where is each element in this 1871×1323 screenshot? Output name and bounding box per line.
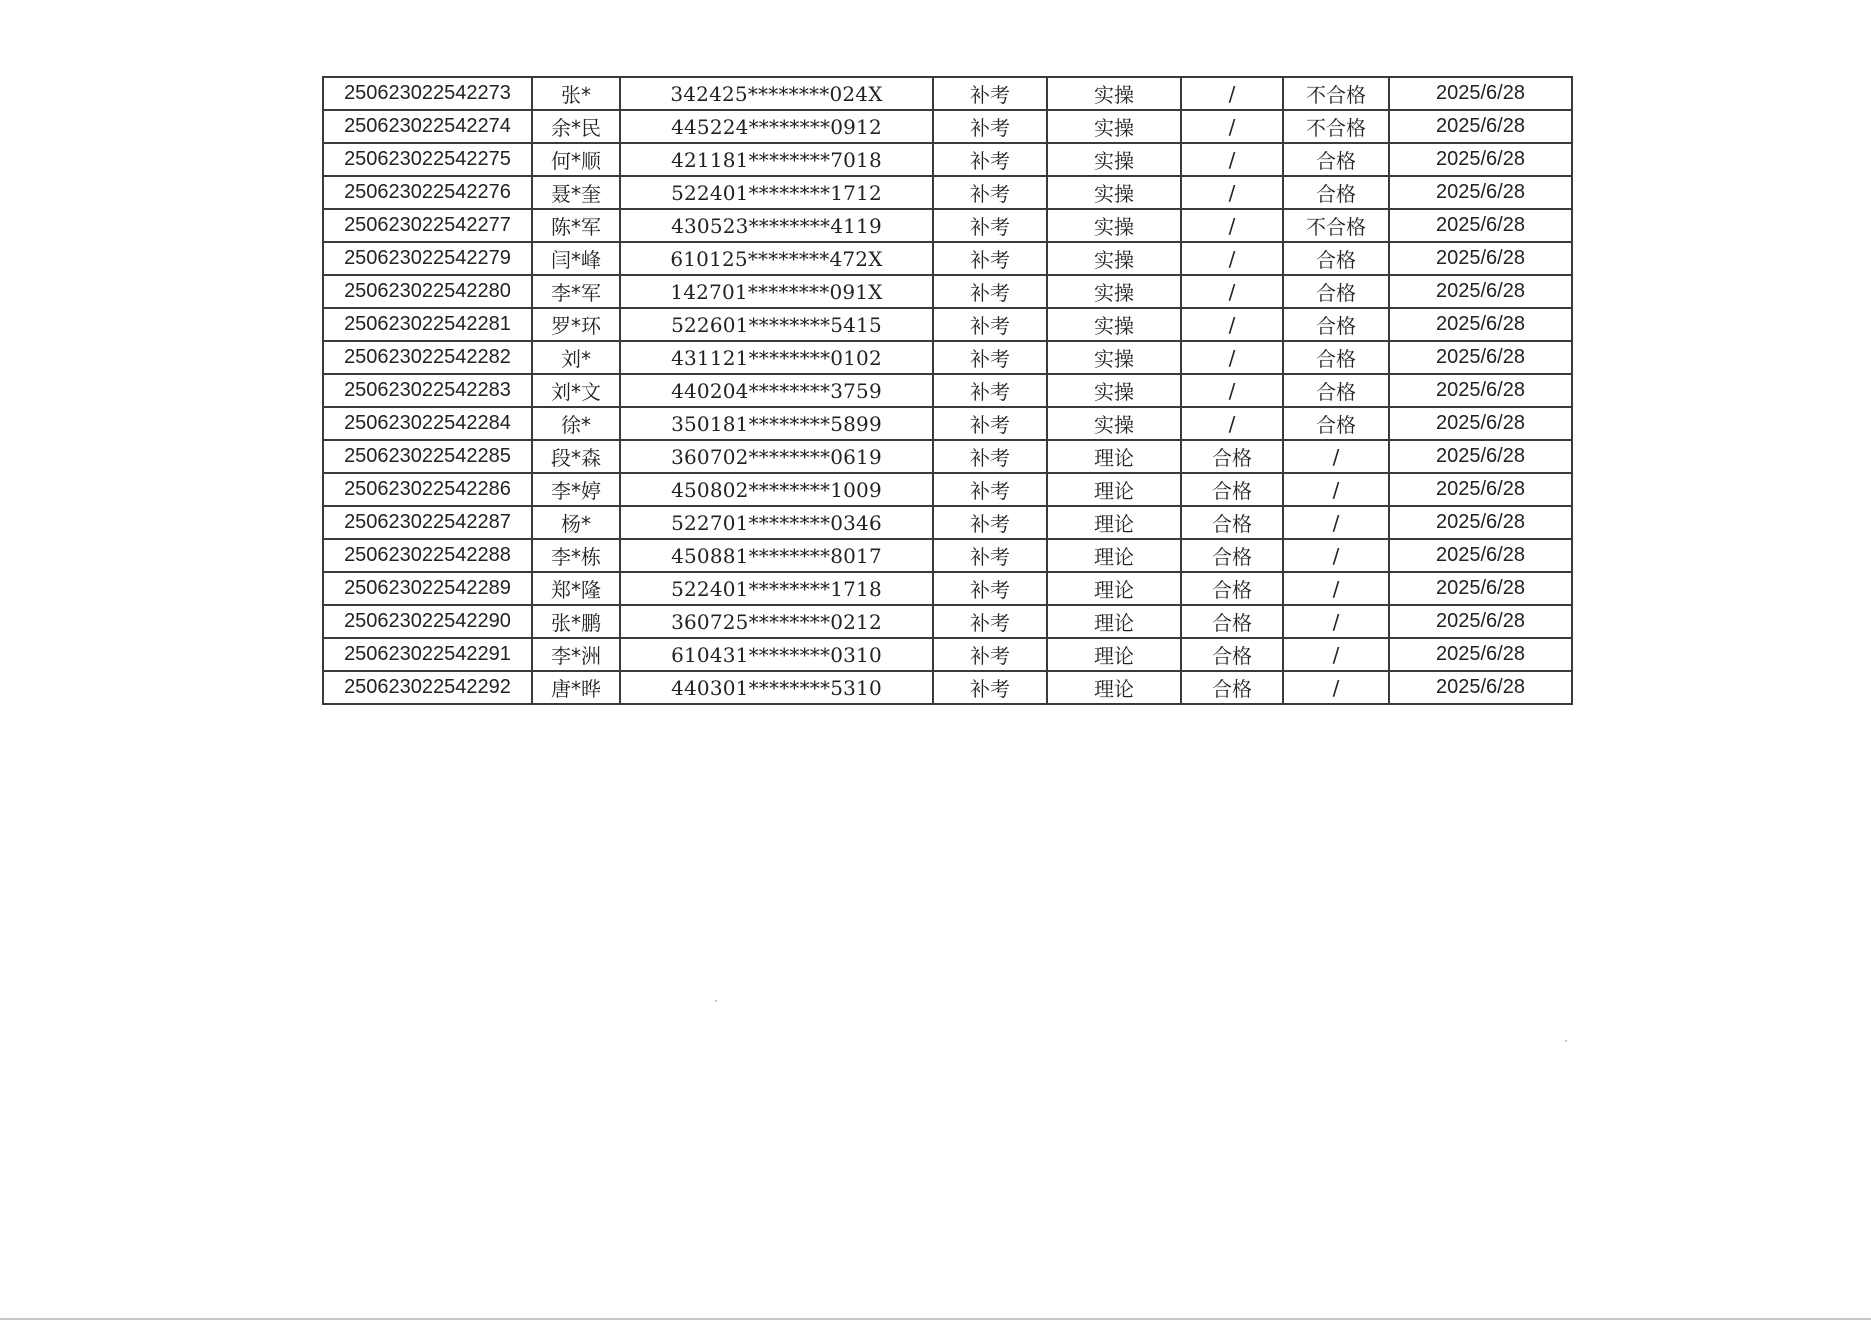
cell-practical-result: 合格 [1283, 374, 1389, 407]
cell-theory-result: / [1181, 308, 1283, 341]
cell-id-number: 522601********5415 [620, 308, 933, 341]
cell-practical-result: 不合格 [1283, 77, 1389, 110]
cell-exam-type: 补考 [933, 440, 1047, 473]
cell-exam-date: 2025/6/28 [1389, 374, 1572, 407]
cell-practical-result: / [1283, 473, 1389, 506]
cell-candidate-name: 杨* [532, 506, 620, 539]
cell-theory-result: / [1181, 77, 1283, 110]
cell-candidate-name: 闫*峰 [532, 242, 620, 275]
cell-exam-type: 补考 [933, 242, 1047, 275]
cell-exam-type: 补考 [933, 77, 1047, 110]
scan-bottom-edge [0, 1318, 1871, 1320]
cell-exam-date: 2025/6/28 [1389, 143, 1572, 176]
cell-id-number: 440301********5310 [620, 671, 933, 704]
cell-exam-date: 2025/6/28 [1389, 671, 1572, 704]
cell-exam-type: 补考 [933, 341, 1047, 374]
cell-theory-result: / [1181, 275, 1283, 308]
cell-theory-result: / [1181, 374, 1283, 407]
cell-practical-result: / [1283, 671, 1389, 704]
table-row [323, 209, 1572, 242]
cell-exam-type: 补考 [933, 572, 1047, 605]
cell-practical-result: 合格 [1283, 308, 1389, 341]
cell-practical-result: / [1283, 605, 1389, 638]
cell-theory-result: 合格 [1181, 572, 1283, 605]
cell-exam-type: 补考 [933, 143, 1047, 176]
cell-exam-type: 补考 [933, 176, 1047, 209]
cell-theory-result: / [1181, 143, 1283, 176]
cell-exam-type: 补考 [933, 671, 1047, 704]
cell-candidate-name: 李*军 [532, 275, 620, 308]
cell-exam-date: 2025/6/28 [1389, 176, 1572, 209]
cell-exam-date: 2025/6/28 [1389, 539, 1572, 572]
cell-exam-date: 2025/6/28 [1389, 473, 1572, 506]
cell-candidate-name: 刘* [532, 341, 620, 374]
cell-subject: 实操 [1047, 176, 1181, 209]
cell-practical-result: / [1283, 638, 1389, 671]
cell-exam-number: 250623022542284 [323, 407, 532, 440]
table-row [323, 638, 1572, 671]
cell-practical-result: 合格 [1283, 341, 1389, 374]
cell-subject: 理论 [1047, 605, 1181, 638]
cell-theory-result: 合格 [1181, 506, 1283, 539]
cell-id-number: 360702********0619 [620, 440, 933, 473]
cell-subject: 实操 [1047, 407, 1181, 440]
scan-speck [715, 1000, 717, 1002]
table-row [323, 341, 1572, 374]
cell-exam-number: 250623022542286 [323, 473, 532, 506]
cell-practical-result: 不合格 [1283, 209, 1389, 242]
cell-id-number: 440204********3759 [620, 374, 933, 407]
cell-candidate-name: 张*鹏 [532, 605, 620, 638]
cell-subject: 实操 [1047, 143, 1181, 176]
cell-exam-date: 2025/6/28 [1389, 506, 1572, 539]
cell-exam-date: 2025/6/28 [1389, 110, 1572, 143]
cell-subject: 实操 [1047, 209, 1181, 242]
exam-results-table [322, 76, 1573, 705]
cell-exam-number: 250623022542274 [323, 110, 532, 143]
cell-practical-result: / [1283, 440, 1389, 473]
table-row [323, 176, 1572, 209]
cell-exam-type: 补考 [933, 407, 1047, 440]
cell-exam-date: 2025/6/28 [1389, 242, 1572, 275]
cell-exam-number: 250623022542291 [323, 638, 532, 671]
cell-subject: 理论 [1047, 671, 1181, 704]
table-row [323, 242, 1572, 275]
table-row [323, 572, 1572, 605]
cell-subject: 理论 [1047, 440, 1181, 473]
table-row [323, 605, 1572, 638]
table-row [323, 407, 1572, 440]
cell-practical-result: / [1283, 572, 1389, 605]
cell-id-number: 450802********1009 [620, 473, 933, 506]
cell-subject: 理论 [1047, 473, 1181, 506]
cell-theory-result: 合格 [1181, 539, 1283, 572]
cell-exam-date: 2025/6/28 [1389, 341, 1572, 374]
cell-practical-result: 合格 [1283, 407, 1389, 440]
cell-id-number: 610125********472X [620, 242, 933, 275]
cell-exam-type: 补考 [933, 308, 1047, 341]
cell-exam-date: 2025/6/28 [1389, 308, 1572, 341]
table-row [323, 110, 1572, 143]
cell-candidate-name: 陈*军 [532, 209, 620, 242]
cell-exam-type: 补考 [933, 275, 1047, 308]
cell-id-number: 522701********0346 [620, 506, 933, 539]
cell-id-number: 450881********8017 [620, 539, 933, 572]
cell-exam-number: 250623022542279 [323, 242, 532, 275]
table-row [323, 308, 1572, 341]
scan-speck [1565, 1040, 1567, 1042]
cell-exam-number: 250623022542289 [323, 572, 532, 605]
cell-subject: 实操 [1047, 374, 1181, 407]
cell-candidate-name: 余*民 [532, 110, 620, 143]
table-row [323, 77, 1572, 110]
cell-exam-date: 2025/6/28 [1389, 209, 1572, 242]
table-body [323, 77, 1572, 704]
cell-exam-date: 2025/6/28 [1389, 440, 1572, 473]
cell-id-number: 430523********4119 [620, 209, 933, 242]
cell-practical-result: / [1283, 506, 1389, 539]
cell-exam-date: 2025/6/28 [1389, 77, 1572, 110]
cell-candidate-name: 聂*奎 [532, 176, 620, 209]
cell-theory-result: 合格 [1181, 440, 1283, 473]
cell-theory-result: 合格 [1181, 671, 1283, 704]
cell-practical-result: 合格 [1283, 242, 1389, 275]
table-row [323, 539, 1572, 572]
cell-exam-number: 250623022542277 [323, 209, 532, 242]
cell-exam-date: 2025/6/28 [1389, 572, 1572, 605]
table-row [323, 506, 1572, 539]
cell-candidate-name: 李*洲 [532, 638, 620, 671]
cell-candidate-name: 李*栋 [532, 539, 620, 572]
cell-subject: 理论 [1047, 539, 1181, 572]
cell-id-number: 360725********0212 [620, 605, 933, 638]
cell-theory-result: 合格 [1181, 605, 1283, 638]
cell-id-number: 610431********0310 [620, 638, 933, 671]
table-row [323, 671, 1572, 704]
cell-id-number: 431121********0102 [620, 341, 933, 374]
cell-id-number: 522401********1718 [620, 572, 933, 605]
cell-id-number: 421181********7018 [620, 143, 933, 176]
cell-exam-type: 补考 [933, 638, 1047, 671]
cell-subject: 实操 [1047, 110, 1181, 143]
cell-exam-number: 250623022542285 [323, 440, 532, 473]
cell-id-number: 142701********091X [620, 275, 933, 308]
cell-theory-result: 合格 [1181, 473, 1283, 506]
cell-theory-result: / [1181, 242, 1283, 275]
cell-subject: 理论 [1047, 638, 1181, 671]
cell-candidate-name: 徐* [532, 407, 620, 440]
cell-practical-result: / [1283, 539, 1389, 572]
cell-candidate-name: 郑*隆 [532, 572, 620, 605]
cell-subject: 理论 [1047, 506, 1181, 539]
cell-exam-type: 补考 [933, 473, 1047, 506]
cell-exam-number: 250623022542276 [323, 176, 532, 209]
cell-exam-date: 2025/6/28 [1389, 638, 1572, 671]
cell-exam-type: 补考 [933, 110, 1047, 143]
cell-subject: 实操 [1047, 308, 1181, 341]
cell-practical-result: 合格 [1283, 176, 1389, 209]
cell-exam-number: 250623022542290 [323, 605, 532, 638]
cell-exam-type: 补考 [933, 374, 1047, 407]
cell-theory-result: / [1181, 209, 1283, 242]
cell-candidate-name: 段*森 [532, 440, 620, 473]
cell-exam-type: 补考 [933, 209, 1047, 242]
cell-theory-result: / [1181, 176, 1283, 209]
cell-theory-result: / [1181, 341, 1283, 374]
cell-subject: 实操 [1047, 275, 1181, 308]
cell-candidate-name: 刘*文 [532, 374, 620, 407]
cell-practical-result: 合格 [1283, 275, 1389, 308]
cell-exam-number: 250623022542283 [323, 374, 532, 407]
cell-exam-number: 250623022542288 [323, 539, 532, 572]
table-row [323, 440, 1572, 473]
table-row [323, 143, 1572, 176]
cell-candidate-name: 何*顺 [532, 143, 620, 176]
cell-exam-number: 250623022542280 [323, 275, 532, 308]
cell-exam-type: 补考 [933, 605, 1047, 638]
cell-subject: 实操 [1047, 242, 1181, 275]
cell-theory-result: 合格 [1181, 638, 1283, 671]
cell-practical-result: 合格 [1283, 143, 1389, 176]
cell-exam-number: 250623022542273 [323, 77, 532, 110]
cell-subject: 理论 [1047, 572, 1181, 605]
cell-id-number: 445224********0912 [620, 110, 933, 143]
cell-id-number: 342425********024X [620, 77, 933, 110]
cell-exam-date: 2025/6/28 [1389, 275, 1572, 308]
cell-id-number: 350181********5899 [620, 407, 933, 440]
cell-exam-date: 2025/6/28 [1389, 605, 1572, 638]
cell-exam-date: 2025/6/28 [1389, 407, 1572, 440]
cell-candidate-name: 罗*环 [532, 308, 620, 341]
cell-subject: 实操 [1047, 77, 1181, 110]
table-row [323, 473, 1572, 506]
cell-exam-number: 250623022542281 [323, 308, 532, 341]
table-row [323, 374, 1572, 407]
cell-candidate-name: 张* [532, 77, 620, 110]
cell-exam-number: 250623022542287 [323, 506, 532, 539]
cell-exam-type: 补考 [933, 539, 1047, 572]
cell-candidate-name: 唐*晔 [532, 671, 620, 704]
cell-candidate-name: 李*婷 [532, 473, 620, 506]
cell-practical-result: 不合格 [1283, 110, 1389, 143]
cell-exam-type: 补考 [933, 506, 1047, 539]
cell-id-number: 522401********1712 [620, 176, 933, 209]
cell-subject: 实操 [1047, 341, 1181, 374]
cell-exam-number: 250623022542275 [323, 143, 532, 176]
table-row [323, 275, 1572, 308]
cell-exam-number: 250623022542282 [323, 341, 532, 374]
cell-theory-result: / [1181, 407, 1283, 440]
cell-exam-number: 250623022542292 [323, 671, 532, 704]
cell-theory-result: / [1181, 110, 1283, 143]
